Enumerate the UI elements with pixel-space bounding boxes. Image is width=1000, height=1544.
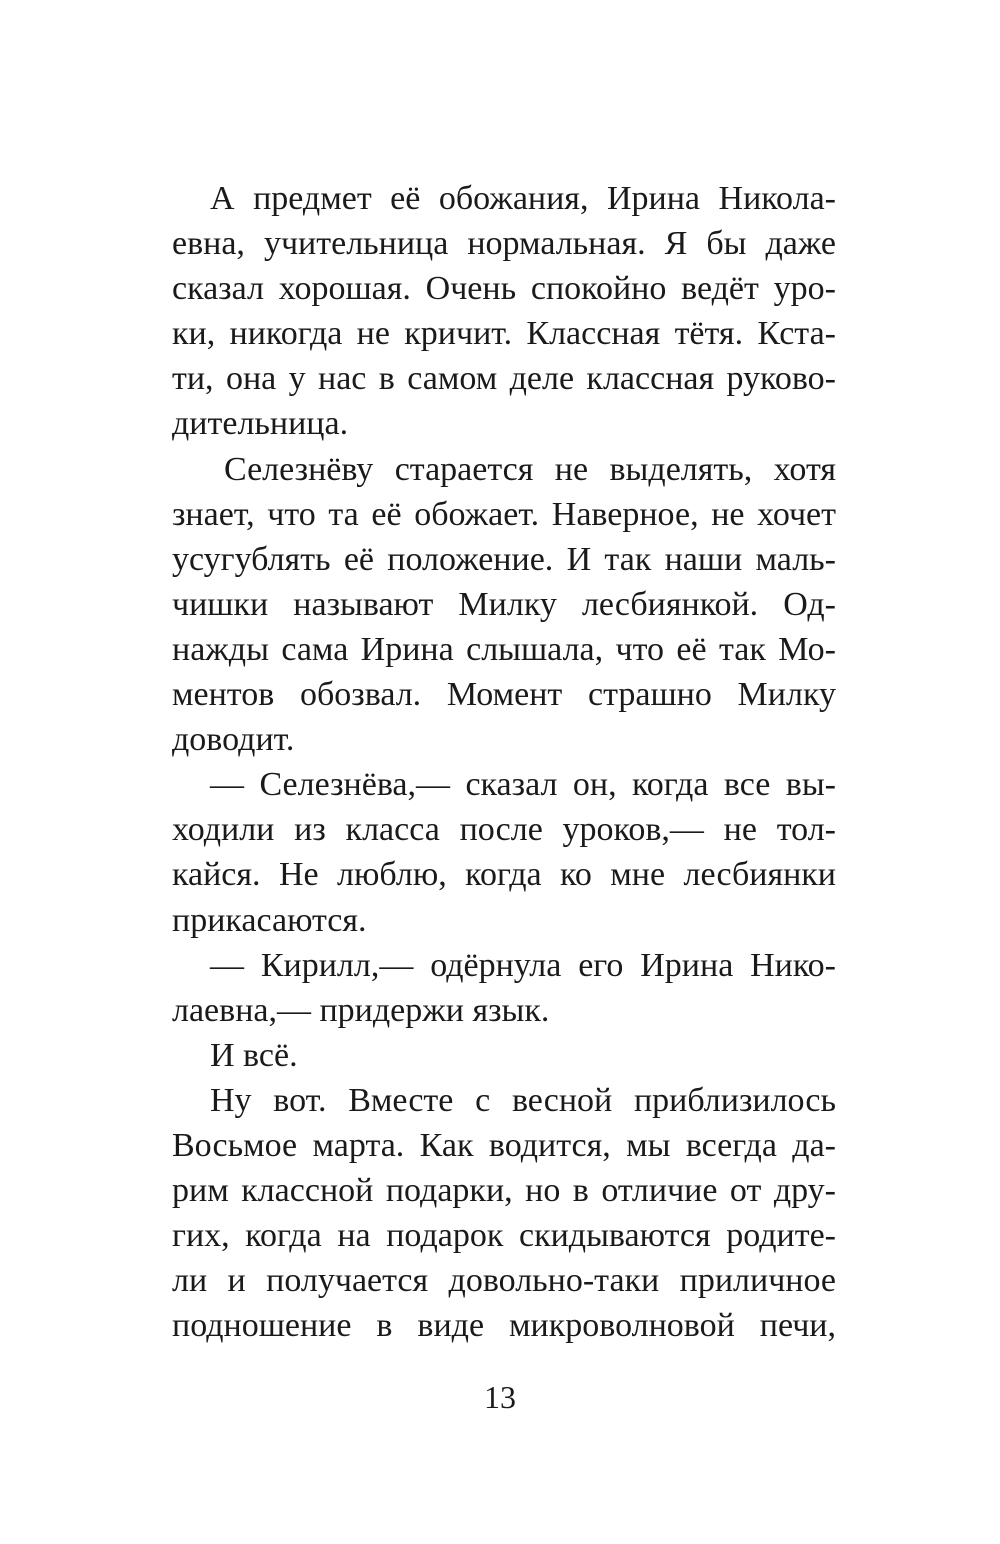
text-line: И всё. [210,1036,298,1074]
text-line: усугублять её положение. И так наши маль- [172,540,836,578]
text-line: ти, она у нас в самом деле классная руково- [172,360,836,398]
text-line: сказал хорошая. Очень спокойно ведёт уро- [172,270,836,308]
text-line: — Кирилл,— одёрнула его Ирина Нико- [210,946,836,984]
text-line: ли и получается довольно-таки приличное [172,1262,836,1300]
text-line: ки, никогда не кричит. Классная тётя. Кста- [172,315,836,353]
text-line: евна, учительница нормальная. Я бы даже [172,225,836,263]
text-line: гих, когда на подарок скидываются родите- [172,1217,836,1255]
text-line: доводит. [172,721,295,759]
body-text [172,176,836,1348]
text-line: прикасаются. [172,901,367,939]
text-line: А предмет её обожания, Ирина Никола- [210,180,836,217]
text-line: ходили из класса после уроков,— не тол- [172,811,836,849]
text-line: нажды сама Ирина слышала, что её так Мо- [172,630,836,668]
text-line: подношение в виде микроволновой печи, [172,1307,836,1345]
text-line: ментов обозвал. Момент страшно Милку [172,676,836,714]
text-line: рим классной подарки, но в отличие от дру- [172,1172,836,1210]
text-line: кайся. Не люблю, когда ко мне лесбиянки [172,856,836,894]
text-line: Селезнёву старается не выделять, хотя [224,450,836,488]
text-line: знает, что та её обожает. Наверное, не хочет [172,495,836,533]
text-line: чишки называют Милку лесбиянкой. Од- [172,585,836,623]
text-line: Ну вот. Вместе с весной приблизилось [210,1081,836,1119]
text-line: дительница. [172,405,349,443]
text-line: лаевна,— придержи язык. [172,991,550,1029]
text-line: — Селезнёва,— сказал он, когда все вы- [210,766,836,804]
page-number: 13 [484,1379,516,1415]
text-line: Восьмое марта. Как водится, мы всегда да- [172,1126,836,1164]
